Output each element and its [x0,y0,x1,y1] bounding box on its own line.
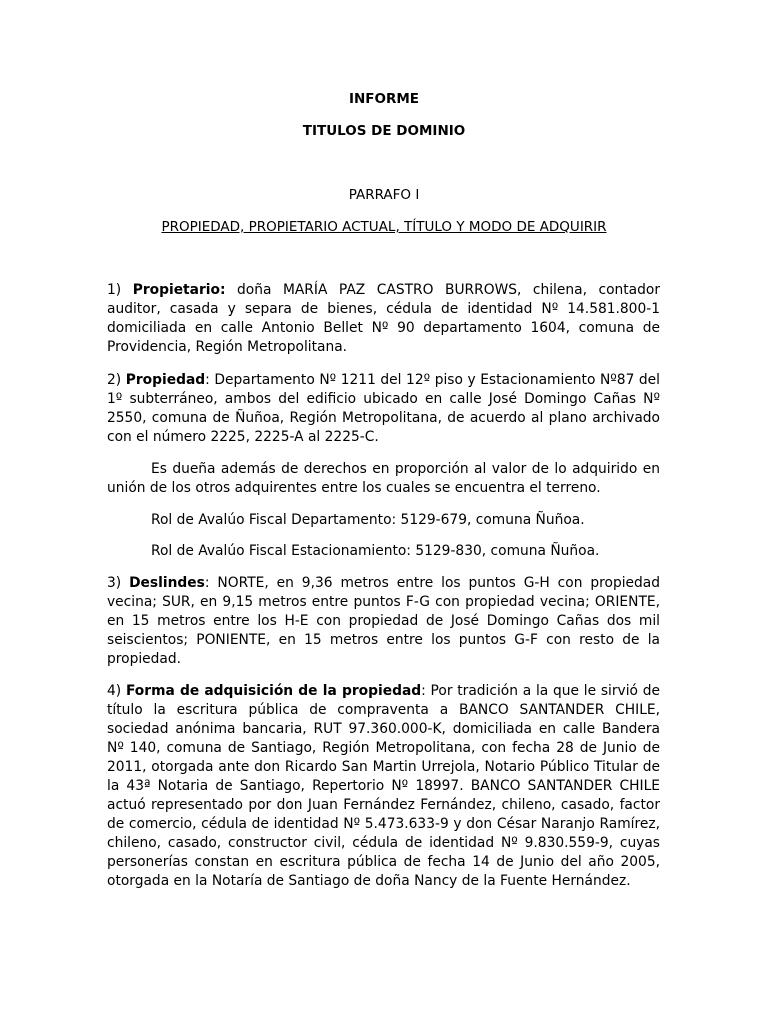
item-text: : NORTE, en 9,36 metros entre los puntos G-H con propiedad vecina; SUR, en 9,15 metros entre puntos F-G con propiedad vecina; ORIENTE, en 15 metros entre los H-E con propiedad de José Domingo Cañas dos mil seiscientos; PONIENTE, en 15 metros entre los puntos G-F con resto de la propiedad. [107,575,660,667]
item-number: 2) [107,372,122,388]
item-number: 3) [107,575,122,591]
item-number: 1) [107,282,122,298]
item-deslindes [107,574,660,669]
rol-estacionamiento: Rol de Avalúo Fiscal Estacionamiento: 5129-830, comuna Ñuñoa. [151,543,600,559]
item-number: 4) [107,683,122,699]
item-label: Forma de adquisición de la propiedad [125,683,422,699]
document-subtitle: TITULOS DE DOMINIO [302,123,466,139]
item-label: Propiedad [125,372,206,388]
item-propiedad [107,371,660,447]
paragraph-derechos: Es dueña además de derechos en proporción al valor de lo adquirido en unión de los otros adquirentes entre los cuales se encuentra el terreno. [107,461,660,496]
rol-departamento: Rol de Avalúo Fiscal Departamento: 5129-679, comuna Ñuñoa. [151,512,585,528]
item-text: : Departamento Nº 1211 del 12º piso y Estacionamiento Nº87 del 1º subterráneo, ambos del edificio ubicado en calle José Domingo Cañas Nº 2550, comuna de Ñuñoa, Región Metropolitana, de acuerdo al plano archivado con el número 2225, 2225-A al 2225-C. [107,372,660,445]
item-label: Propietario: [132,282,226,298]
item-propietario [107,281,660,357]
item-text: : Por tradición a la que le sirvió de título la escritura pública de compraventa a BANCO SANTANDER CHILE, sociedad anónima bancaria, RUT 97.360.000-K, domiciliada en calle Bandera Nº 140, comuna de Santiago, Región Metropolitana, con fecha 28 de Junio de 2011, otorgada ante don Ricardo San Martin Urrejola, Notario Público Titular de la 43ª Notaria de Santiago, Repertorio Nº 18997. BANCO SANTANDER CHILE actuó representado por don Juan Fernández Fernández, chileno, casado, factor de comercio, cédula de identidad Nº 5.473.633-9 y don César Naranjo Ramírez, chileno, casado, constructor civil, cédula de identidad Nº 9.830.559-9, cuyas personerías constan en escritura pública de fecha 14 de Junio del año 2005, otorgada en la Notaría de Santiago de doña Nancy de la Fuente Hernández. [107,683,660,889]
item-forma-adquisicion [107,682,660,891]
item-text: doña MARÍA PAZ CASTRO BURROWS, chilena, contador auditor, casada y separa de bienes, cédula de identidad Nº 14.581.800-1 domiciliada en calle Antonio Bellet Nº 90 departamento 1604, comuna de Providencia, Región Metropolitana. [107,282,660,355]
section-title: PROPIEDAD, PROPIETARIO ACTUAL, TÍTULO Y MODO DE ADQUIRIR [161,219,607,235]
section-label: PARRAFO I [348,187,420,203]
document-title: INFORME [348,91,420,107]
item-label: Deslindes [129,575,205,591]
